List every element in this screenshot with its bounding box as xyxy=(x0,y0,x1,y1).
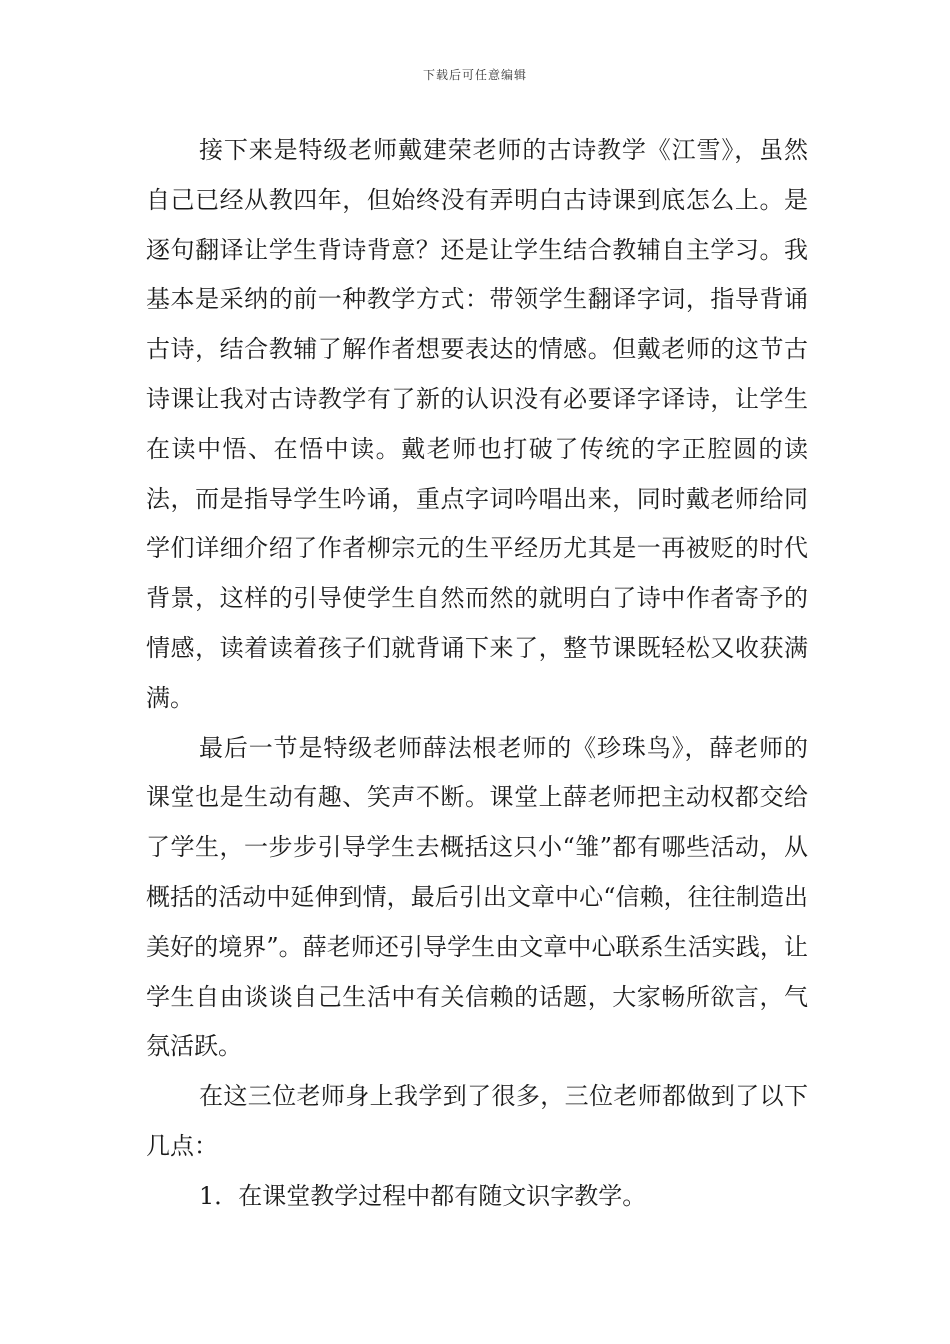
list-item-point-1: 1．在课堂教学过程中都有随文识字教学。 xyxy=(199,1181,647,1210)
paragraph-jiang-xue-lesson: 接下来是特级老师戴建荣老师的古诗教学《江雪》，虽然自己已经从教四年，但始终没有弄明白古诗课到底怎么上。是逐句翻译让学生背诗背意？还是让学生结合教辅自主学习。我基本是采纳的前一种教学方式：带领学生翻译字词，指导背诵古诗，结合教辅了解作者想要表达的情感。但戴老师的这节古诗课让我对古诗教学有了新的认识没有必要译字译诗，让学生在读中悟、在悟中读。戴老师也打破了传统的字正腔圆的读法，而是指导学生吟诵，重点字词吟唱出来，同时戴老师给同学们详细介绍了作者柳宗元的生平经历尤其是一再被贬的时代背景，这样的引导使学生自然而然的就明白了诗中作者寄予的情感，读着读着孩子们就背诵下来了，整节课既轻松又收获满满。 xyxy=(146,136,808,712)
document-body xyxy=(146,126,808,1222)
paragraph-summary-intro: 在这三位老师身上我学到了很多，三位老师都做到了以下几点： xyxy=(146,1082,808,1160)
paragraph-pearl-bird-lesson: 最后一节是特级老师薛法根老师的《珍珠鸟》，薛老师的课堂也是生动有趣、笑声不断。课堂上薛老师把主动权都交给了学生，一步步引导学生去概括这只小“雏”都有哪些活动，从概括的活动中延伸到情，最后引出文章中心“信赖，往往制造出美好的境界”。薛老师还引导学生由文章中心联系生活实践，让学生自由谈谈自己生活中有关信赖的话题，大家畅所欲言，气氛活跃。 xyxy=(146,733,808,1061)
page-header: 下载后可任意编辑 xyxy=(422,68,527,82)
